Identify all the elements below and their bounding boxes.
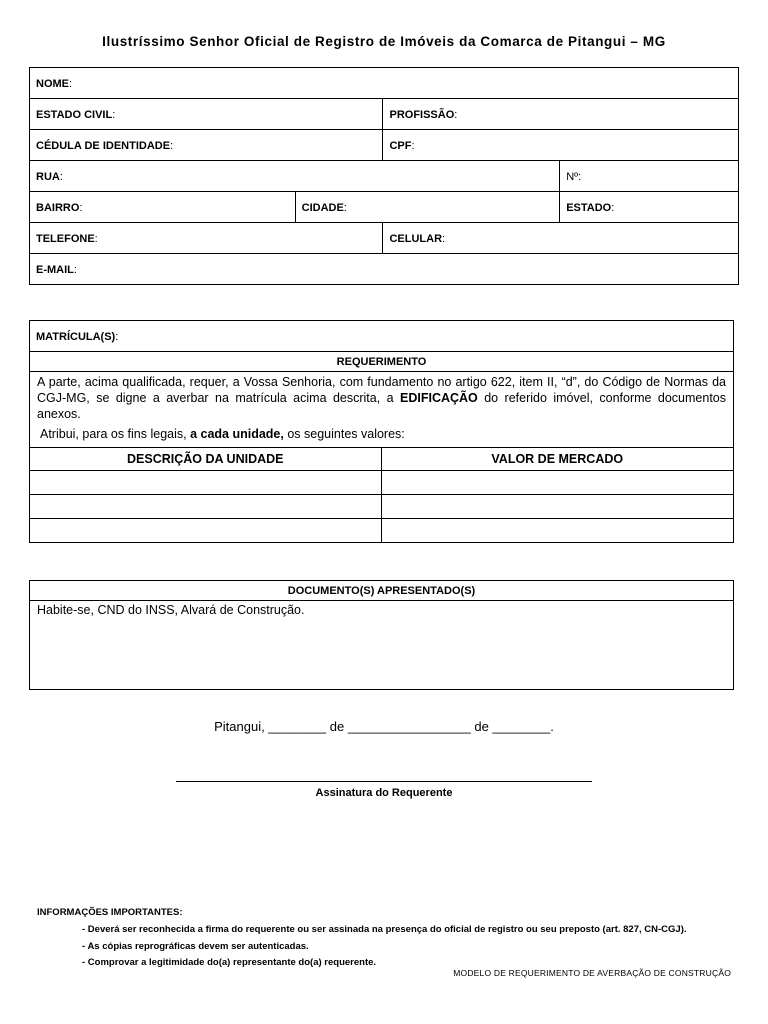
edificacao-emphasis: EDIFICAÇÃO: [400, 391, 478, 405]
cpf-label: CPF: [389, 140, 412, 152]
cpf-field[interactable]: CPF:: [383, 130, 739, 161]
cidade-label: CIDADE: [301, 202, 344, 214]
documents-text: Habite-se, CND do INSS, Alvará de Construção.: [37, 603, 305, 617]
profissao-field[interactable]: PROFISSÃO:: [383, 99, 739, 130]
nome-label: NOME: [36, 78, 69, 90]
profissao-label: PROFISSÃO: [389, 109, 455, 121]
estado-civil-label: ESTADO CIVIL: [36, 109, 113, 121]
info-title: INFORMAÇÕES IMPORTANTES:: [37, 907, 183, 918]
date-line: Pitangui, ________ de _________________ de ________.: [214, 719, 554, 734]
estado-civil-field[interactable]: ESTADO CIVIL:: [30, 99, 383, 130]
nome-field[interactable]: NOME:: [30, 68, 739, 99]
email-label: E-MAIL: [36, 264, 74, 276]
cedula-label: CÉDULA DE IDENTIDADE: [36, 140, 171, 152]
cedula-field[interactable]: CÉDULA DE IDENTIDADE:: [30, 130, 383, 161]
requerimento-text: [30, 372, 734, 448]
valor-cell[interactable]: [381, 519, 734, 543]
requerimento-paragraph-2: Atribui, para os fins legais, a cada unidade, os seguintes valores:: [40, 427, 405, 441]
request-table: [29, 320, 734, 543]
info-item: - Deverá ser reconhecida a firma do requerente ou ser assinada na presença do oficial de registro ou seu preposto (art. 827, CN-CGJ).: [82, 924, 687, 935]
estado-field[interactable]: ESTADO:: [560, 192, 739, 223]
descricao-cell[interactable]: [30, 495, 382, 519]
matricula-field[interactable]: MATRÍCULA(S):: [30, 321, 734, 352]
signature-label: Assinatura do Requerente: [315, 787, 453, 799]
documents-field[interactable]: [30, 601, 734, 690]
matricula-label: MATRÍCULA(S): [36, 331, 116, 343]
bairro-label: BAIRRO: [36, 202, 80, 214]
info-item: - Comprovar a legitimidade do(a) representante do(a) requerente.: [82, 957, 377, 968]
requerimento-header: REQUERIMENTO: [30, 352, 734, 372]
numero-label: Nº: [566, 171, 579, 183]
signature-line[interactable]: [176, 781, 592, 782]
valor-cell[interactable]: [381, 495, 734, 519]
cada-unidade-emphasis: a cada unidade,: [190, 427, 284, 441]
cidade-field[interactable]: CIDADE:: [295, 192, 560, 223]
document-title: Ilustríssimo Senhor Oficial de Registro de Imóveis da Comarca de Pitangui – MG: [102, 34, 666, 49]
rua-field[interactable]: RUA:: [30, 161, 560, 192]
celular-label: CELULAR: [389, 233, 443, 245]
personal-info-table: [29, 67, 739, 285]
rua-label: RUA: [36, 171, 60, 183]
telefone-label: TELEFONE: [36, 233, 95, 245]
estado-label: ESTADO: [566, 202, 612, 214]
valor-cell[interactable]: [381, 471, 734, 495]
footer-text: MODELO DE REQUERIMENTO DE AVERBAÇÃO DE CONSTRUÇÃO: [453, 968, 731, 978]
valor-column-header: VALOR DE MERCADO: [381, 448, 734, 471]
numero-field[interactable]: Nº:: [560, 161, 739, 192]
info-list: [82, 922, 687, 972]
descricao-cell[interactable]: [30, 519, 382, 543]
requerimento-paragraph-1: A parte, acima qualificada, requer, a Vossa Senhoria, com fundamento no artigo 622, item II, “d”, do Código de Normas da CGJ-MG, se digne a averbar na matrícula acima descrita, a EDIFICAÇÃO do referido imóvel, conforme documentos anexos.: [37, 375, 726, 421]
email-field[interactable]: E-MAIL:: [30, 254, 739, 285]
descricao-cell[interactable]: [30, 471, 382, 495]
bairro-field[interactable]: BAIRRO:: [30, 192, 296, 223]
telefone-field[interactable]: TELEFONE:: [30, 223, 383, 254]
documents-table: [29, 580, 734, 690]
info-item: - As cópias reprográficas devem ser autenticadas.: [82, 940, 309, 952]
celular-field[interactable]: CELULAR:: [383, 223, 739, 254]
documents-header: DOCUMENTO(S) APRESENTADO(S): [30, 581, 734, 601]
descricao-column-header: DESCRIÇÃO DA UNIDADE: [30, 448, 382, 471]
